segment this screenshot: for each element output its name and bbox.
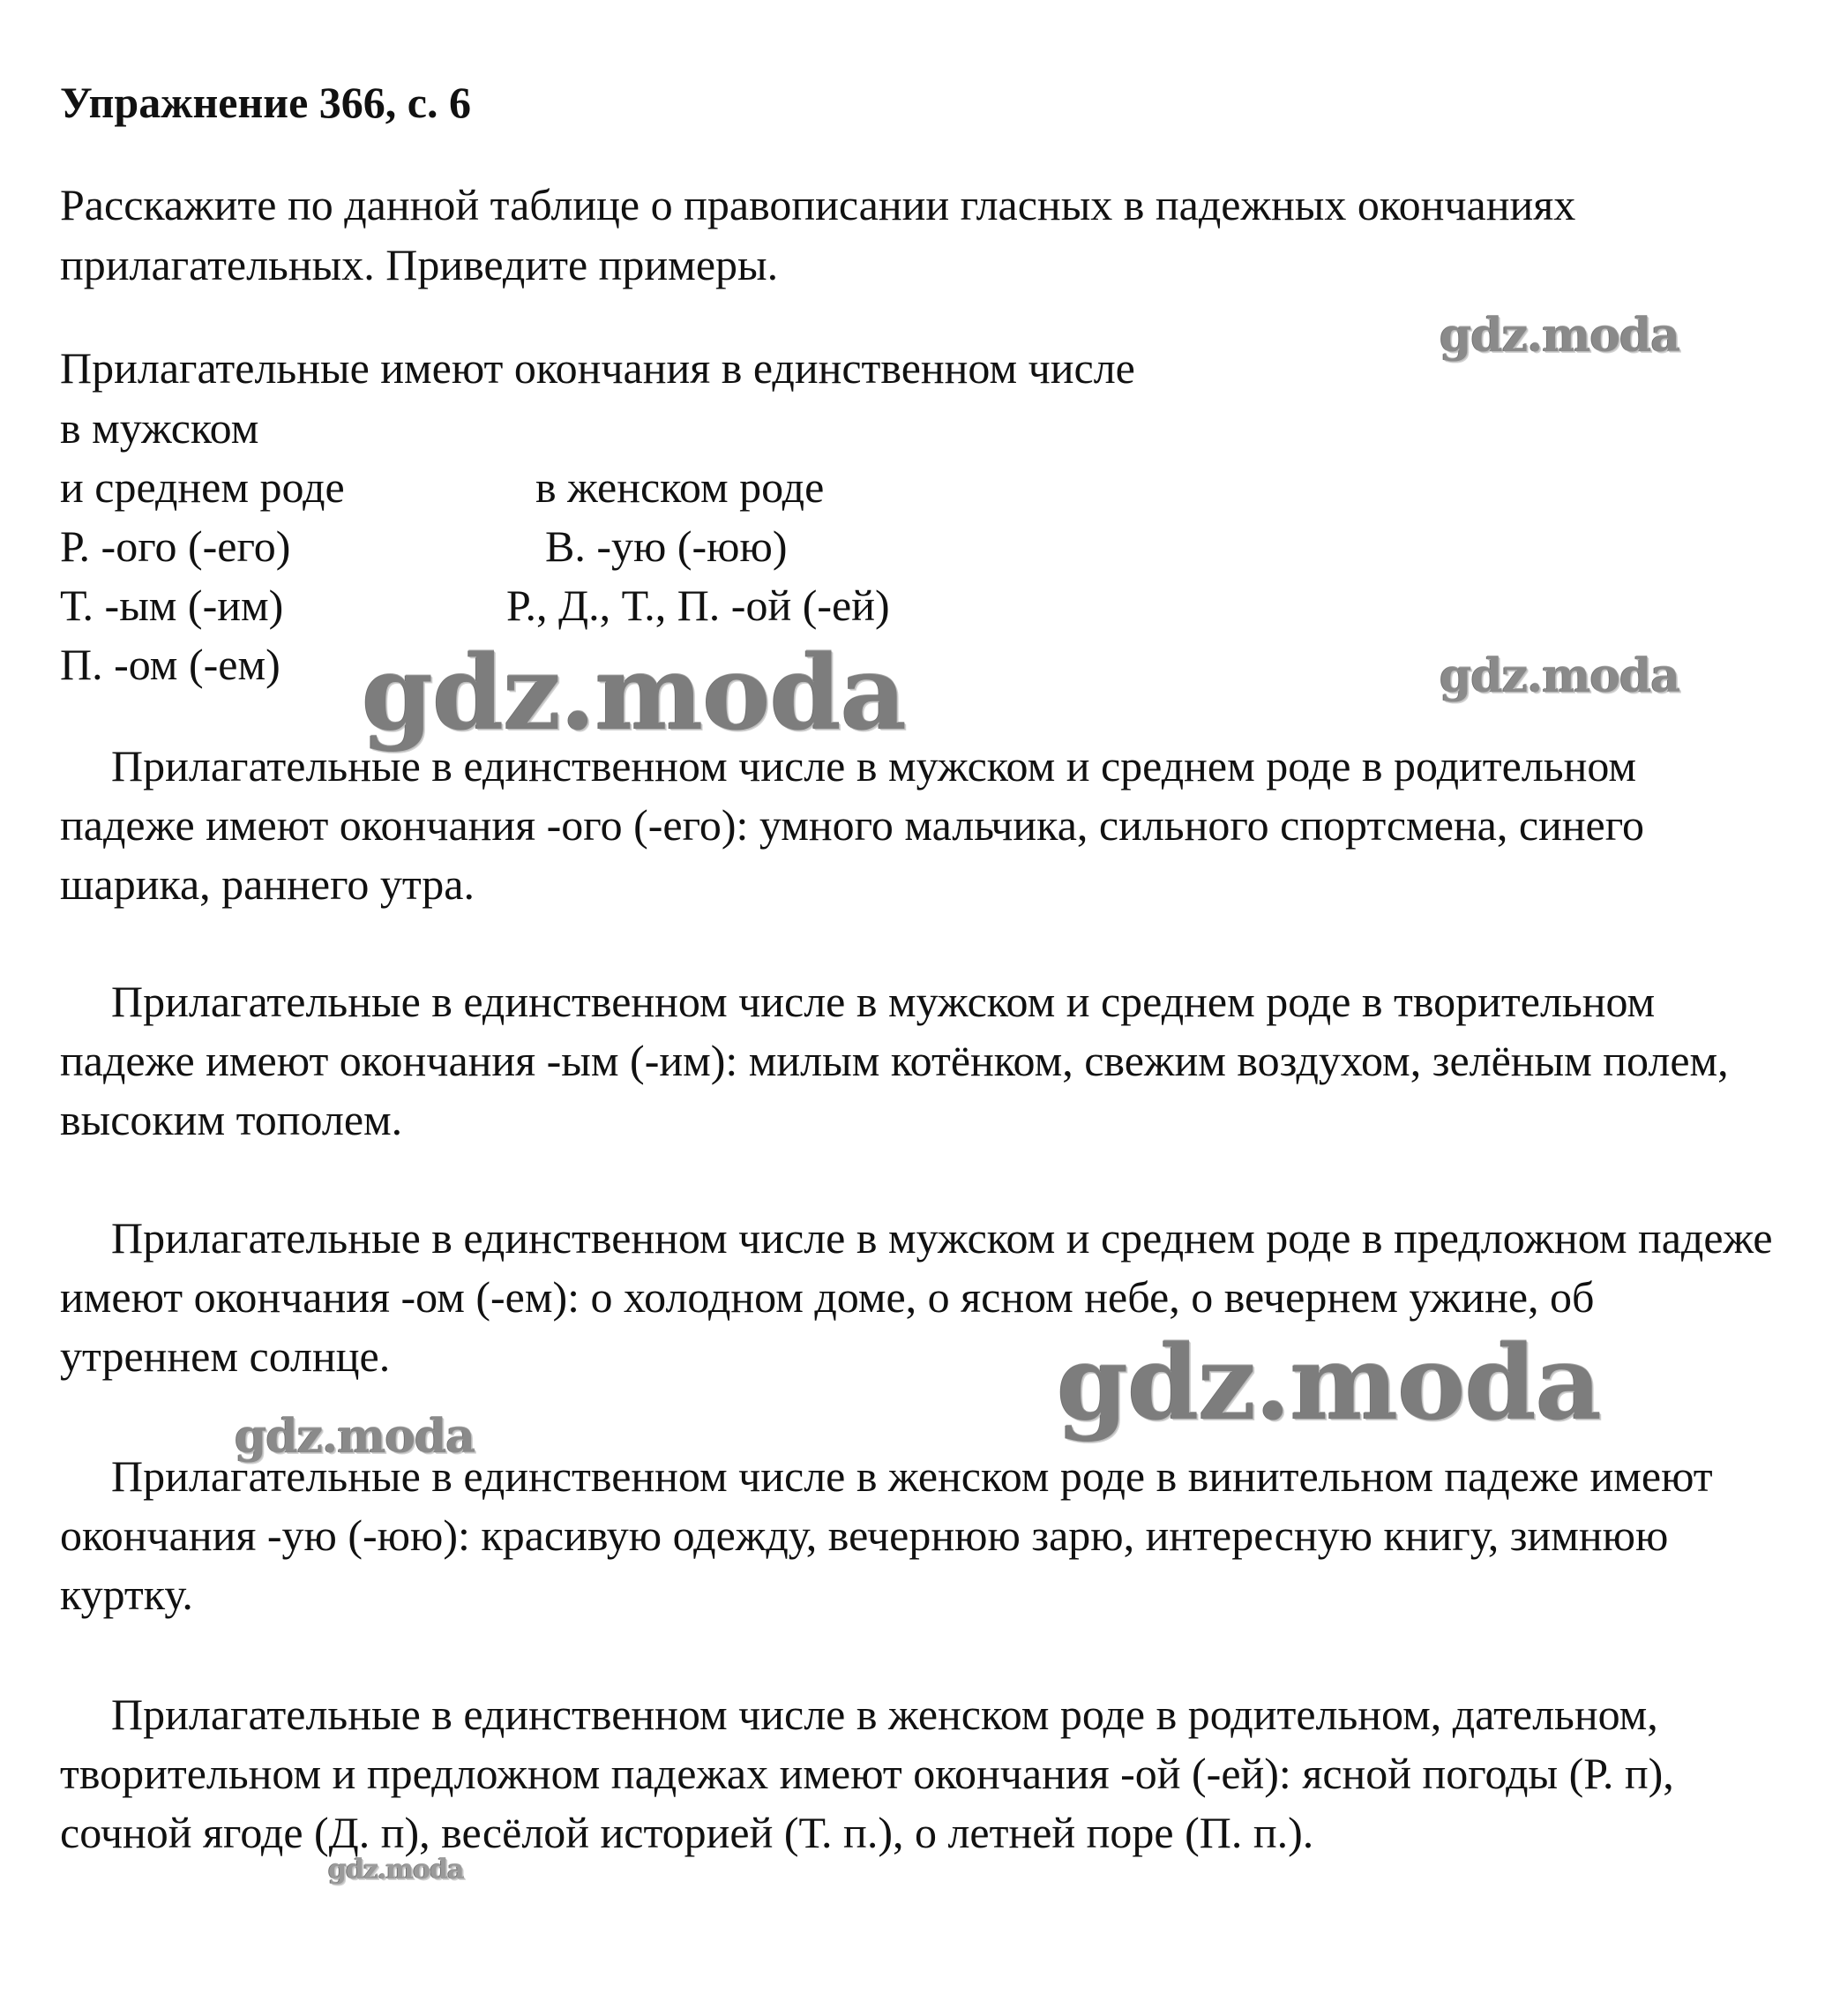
exercise-title: Упражнение 366, с. 6 xyxy=(60,78,471,127)
table-row-instrumental-masc: Т. -ым (-им) xyxy=(60,581,284,630)
paragraph-accusative-fem: Прилагательные в единственном числе в женском роде в винительном падеже имеют окончания -ую (-юю): красивую одежду, вечернюю зарю, интересную книгу, зимнюю куртку. xyxy=(60,1451,1713,1619)
table-header-neuter: и среднем роде xyxy=(60,462,345,512)
watermark-logo: gdz.moda xyxy=(1057,1323,1601,1443)
task-text: Расскажите по данной таблице о правописании гласных в падежных окончаниях прилагательных. Приведите примеры. xyxy=(60,180,1576,289)
table-row-oblique-fem: Р., Д., Т., П. -ой (-ей) xyxy=(506,581,890,630)
watermark-logo: gdz.moda xyxy=(328,1855,464,1885)
paragraph-instrumental: Прилагательные в единственном числе в мужском и среднем роде в творительном падеже имеют окончания -ым (-им): милым котёнком, свежим воздухом, зелёным полем, высоким тополем. xyxy=(60,977,1729,1144)
table-header-masculine: в мужском xyxy=(60,403,259,453)
table-header-feminine: в женском роде xyxy=(535,462,825,512)
table-row-accusative-fem: В. -ую (-юю) xyxy=(545,521,788,571)
paragraph-prepositional: Прилагательные в единственном числе в мужском и среднем роде в предложном падеже имеют окончания -ом (-ем): о холодном доме, о ясном небе, о вечернем ужине, об утреннем солнце. xyxy=(60,1213,1773,1381)
paragraph-genitive: Прилагательные в единственном числе в мужском и среднем роде в родительном падеже имеют окончания -ого (-его): умного мальчика, сильного спортсмена, синего шарика, раннего утра. xyxy=(60,741,1644,909)
table-row-prepositional-masc: П. -ом (-ем) xyxy=(60,640,280,689)
watermark-logo: gdz.moda xyxy=(1440,649,1680,703)
paragraph-oblique-fem: Прилагательные в единственном числе в женском роде в родительном, дательном, творительном и предложном падежах имеют окончания -ой (-ей): ясной погоды (Р. п), сочной ягоде (Д. п), весёлой историей (Т. п.), о летней поре (П. п.). xyxy=(60,1690,1674,1857)
watermark-logo: gdz.moda xyxy=(235,1410,475,1464)
table-intro: Прилагательные имеют окончания в единственном числе xyxy=(60,343,1135,393)
table-row-genitive-masc: Р. -ого (-его) xyxy=(60,521,291,571)
watermark-logo: gdz.moda xyxy=(362,633,906,753)
watermark-logo: gdz.moda xyxy=(1440,309,1680,363)
